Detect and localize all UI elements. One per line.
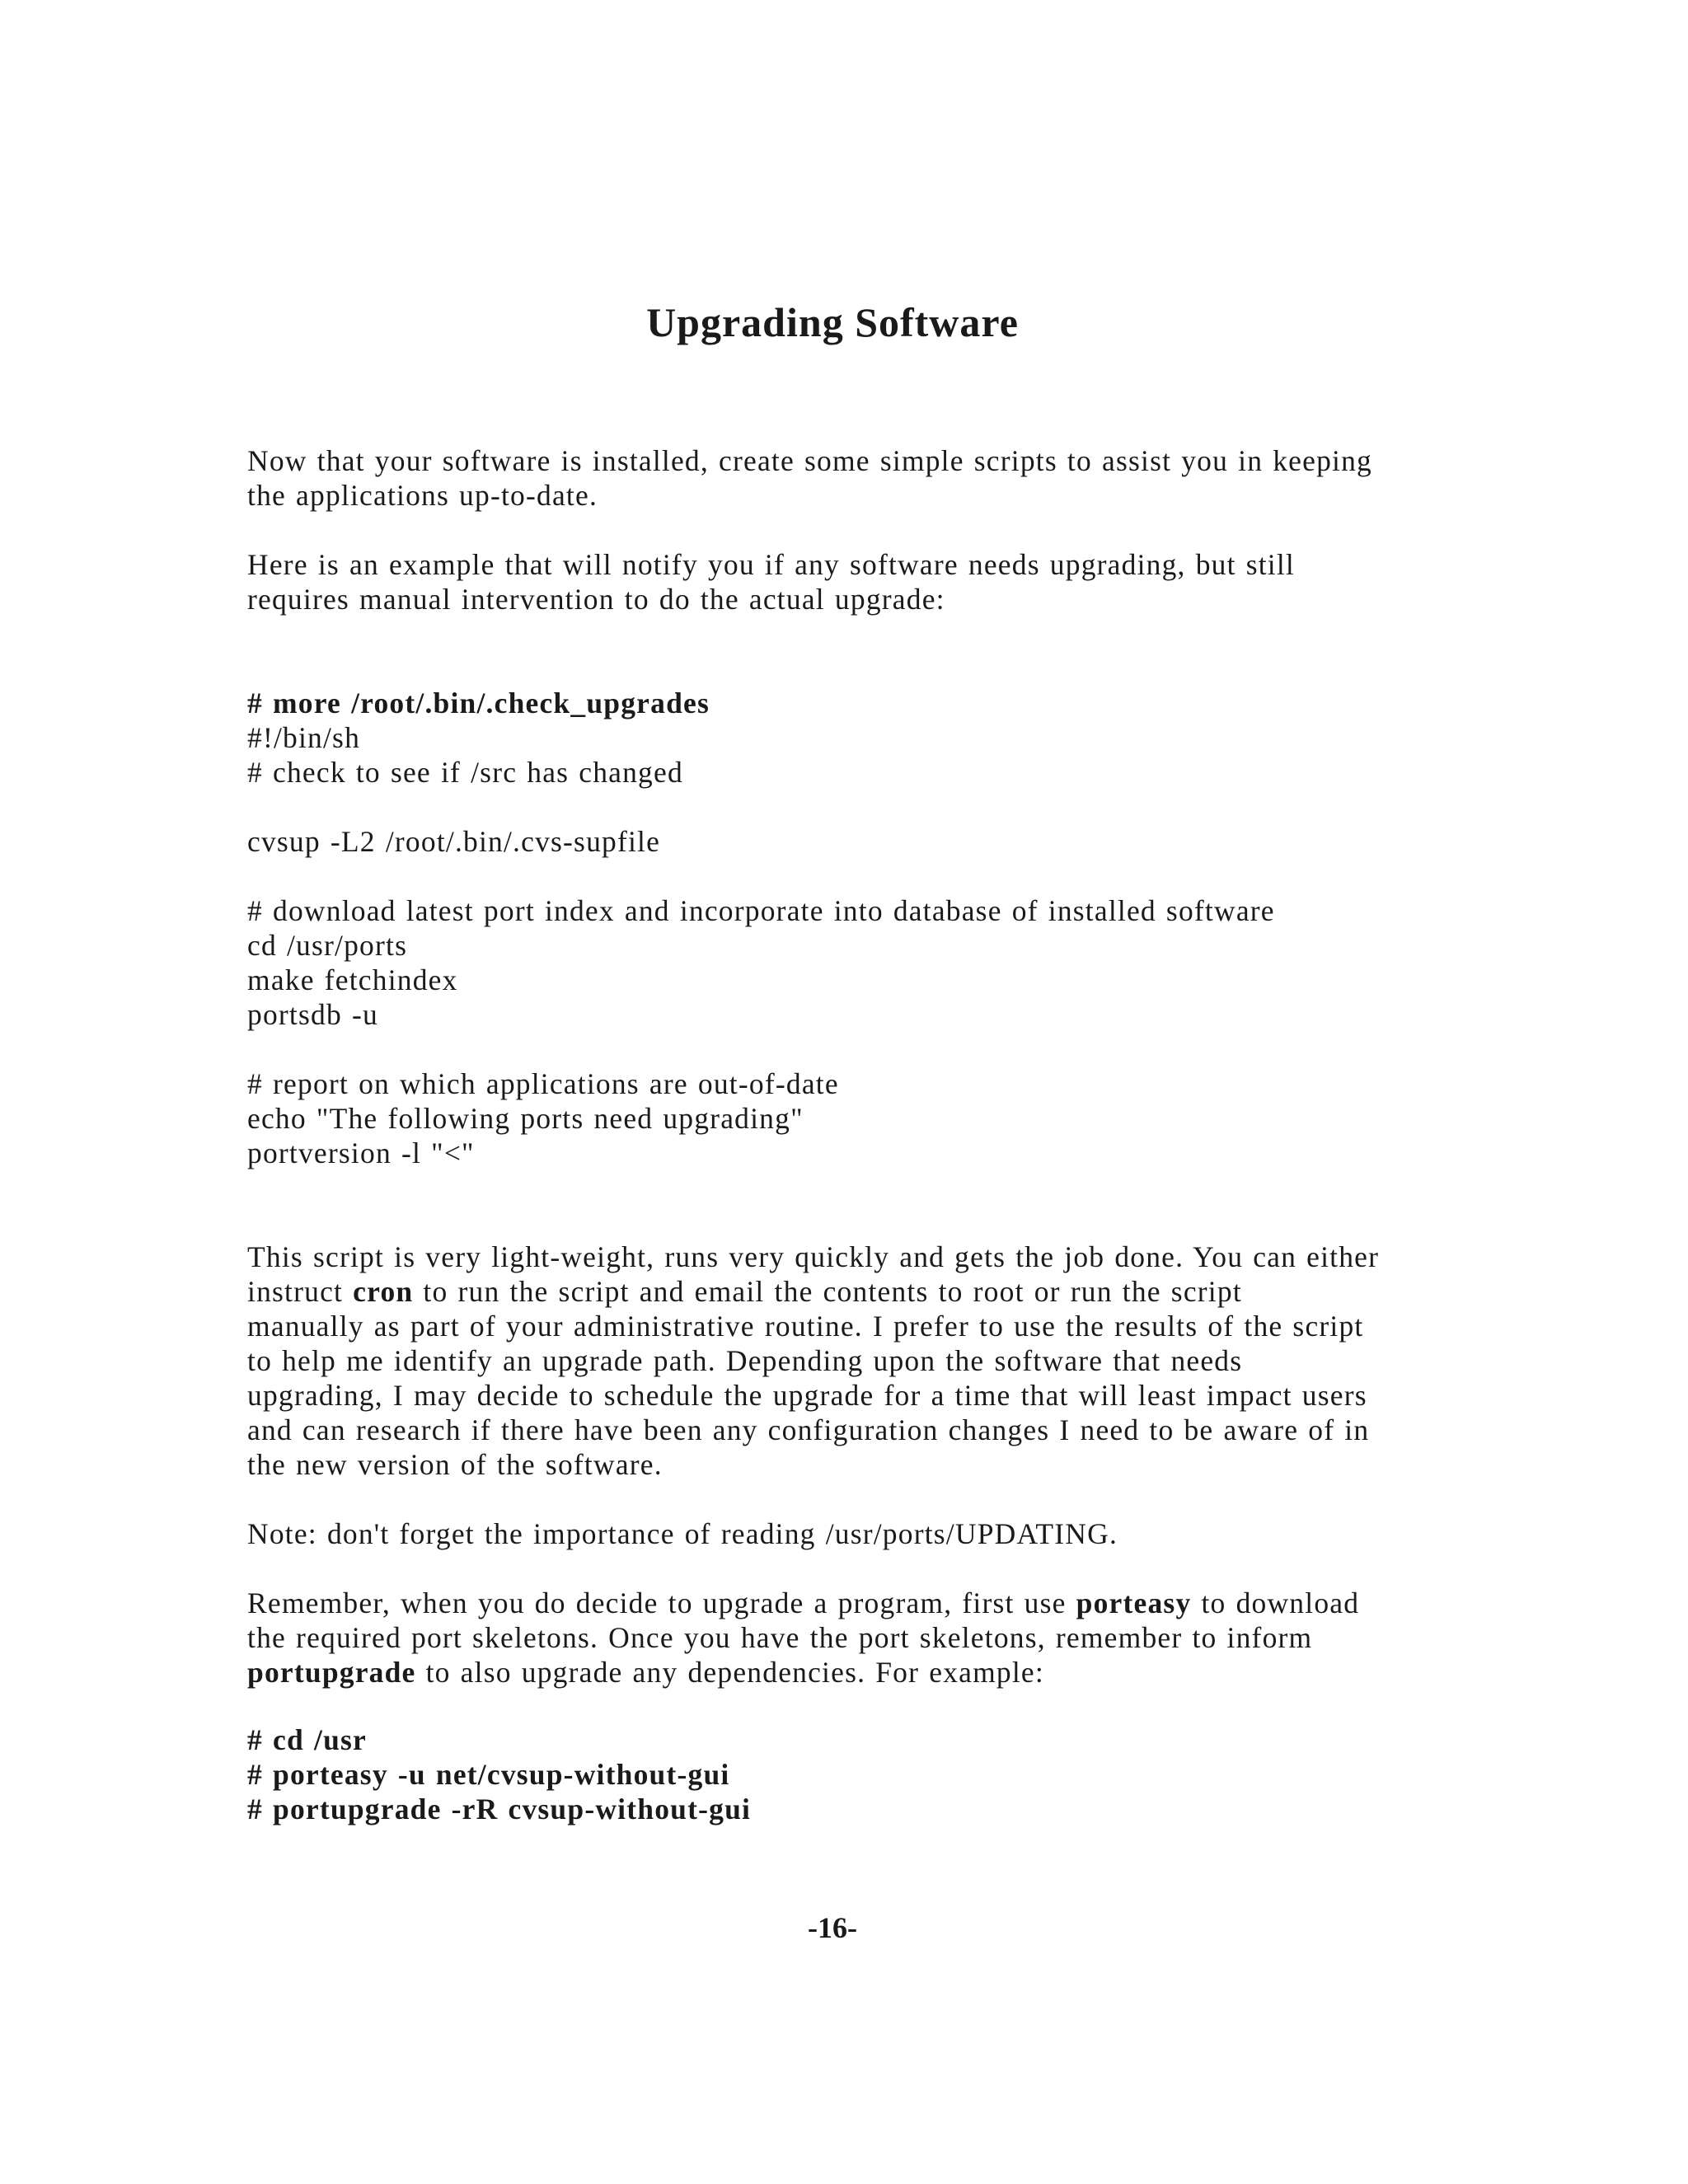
description-line: the new version of the software. [247,1448,663,1481]
script-shebang: #!/bin/sh [247,721,361,754]
note-line: Note: don't forget the importance of reading /usr/ports/UPDATING. [247,1517,1118,1550]
example-intro-line: requires manual intervention to do the actual upgrade: [247,583,945,616]
script-line: cvsup -L2 /root/.bin/.cvs-supfile [247,825,661,858]
description-line [247,1274,1451,1309]
description-paragraph [247,1240,1451,1482]
text-span: to also upgrade any dependencies. For example: [415,1656,1044,1689]
command-line: # cd /usr [247,1723,367,1756]
script-command: # more /root/.bin/.check_upgrades [247,687,710,719]
text-span: to run the script and email the contents to root or run the script [413,1275,1242,1308]
description-line: upgrading, I may decide to schedule the upgrade for a time that will least impact users [247,1379,1367,1412]
page-number: -16- [808,1911,857,1944]
description-line: and can research if there have been any configuration changes I need to be aware of in [247,1413,1370,1446]
command-line: # porteasy -u net/cvsup-without-gui [247,1758,730,1791]
script-listing [247,686,1451,1170]
script-comment: # download latest port index and incorporate into database of installed software [247,894,1275,927]
description-line: manually as part of your administrative routine. I prefer to use the results of the script [247,1310,1364,1343]
remember-line [247,1586,1451,1620]
text-span: instruct [247,1275,354,1308]
portupgrade-term: portupgrade [247,1656,416,1689]
cron-term: cron [353,1275,414,1308]
example-intro-line: Here is an example that will notify you if any software needs upgrading, but still [247,548,1295,581]
script-line: portversion -l "<" [247,1137,475,1169]
intro-line: the applications up-to-date. [247,479,598,512]
description-line: This script is very light-weight, runs very quickly and gets the job done. You can either [247,1240,1380,1273]
script-line: portsdb -u [247,998,378,1031]
text-span: to download [1191,1586,1360,1619]
text-span: Remember, when you do decide to upgrade a program, first use [247,1586,1076,1619]
blank-line [247,1032,1451,1066]
script-line: make fetchindex [247,963,458,996]
script-comment: # report on which applications are out-of-date [247,1067,839,1100]
example-commands [247,1722,1451,1826]
script-line: cd /usr/ports [247,929,408,962]
script-line: echo "The following ports need upgrading" [247,1102,804,1135]
intro-line: Now that your software is installed, create some simple scripts to assist you in keeping [247,444,1373,477]
blank-line [247,790,1451,824]
intro-paragraph [247,443,1451,513]
command-line: # portupgrade -rR cvsup-without-gui [247,1793,752,1825]
script-comment: # check to see if /src has changed [247,756,683,789]
page-title: Upgrading Software [646,299,1019,345]
blank-line [247,859,1451,893]
porteasy-term: porteasy [1076,1586,1192,1619]
remember-line [247,1655,1451,1690]
note-paragraph [247,1516,1451,1551]
remember-paragraph [247,1586,1451,1690]
description-line: to help me identify an upgrade path. Depending upon the software that needs [247,1344,1243,1377]
remember-line: the required port skeletons. Once you have the port skeletons, remember to inform [247,1621,1313,1654]
example-intro-paragraph [247,547,1451,616]
